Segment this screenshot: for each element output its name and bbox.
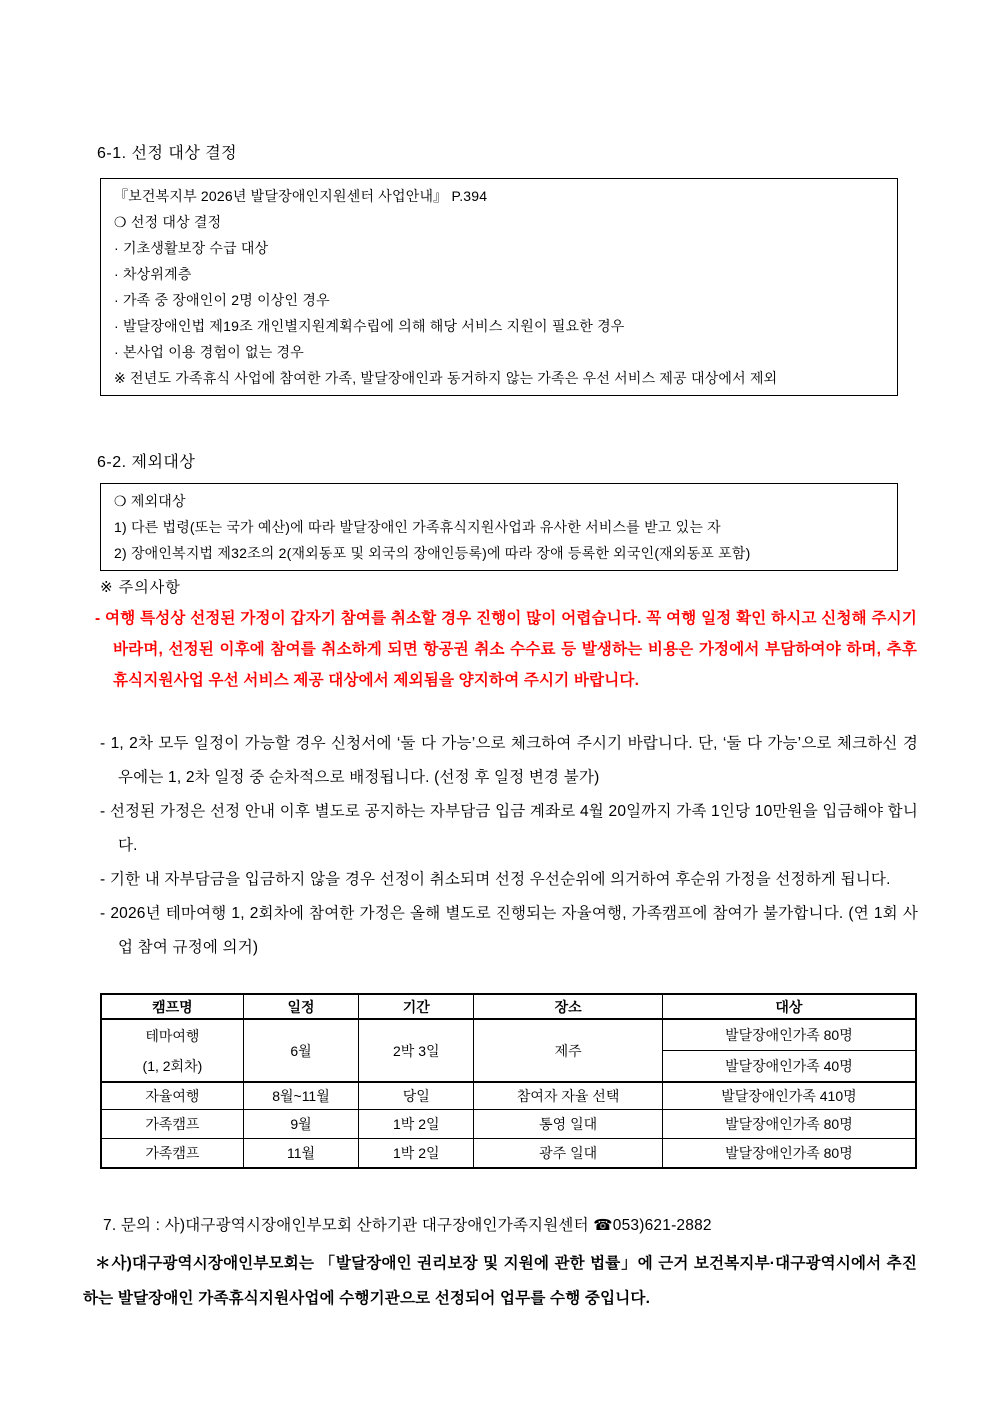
target-cell: 발달장애인가족 410명 (662, 1082, 916, 1110)
table-row-family-camp-2 (101, 1139, 916, 1169)
duration-cell: 1박 2일 (359, 1110, 474, 1139)
schedule-cell: 6월 (243, 1019, 358, 1082)
col-header-place: 장소 (474, 994, 662, 1019)
criteria-item: · 본사업 이용 경험이 없는 경우 (114, 344, 304, 360)
camp-name-line: (1, 2회차) (142, 1057, 203, 1074)
table-row-free-trip (101, 1082, 916, 1110)
guideline-reference: 『보건복지부 2026년 발달장애인지원센터 사업안내』 P.394 (114, 188, 488, 204)
selection-criteria-box (100, 178, 898, 396)
contact-line (103, 1213, 712, 1235)
place-cell: 참여자 자율 선택 (474, 1082, 662, 1110)
exclusion-box (100, 483, 898, 571)
camp-name-cell: 가족캠프 (101, 1110, 243, 1139)
target-cell: 발달장애인가족 80명 (662, 1139, 916, 1169)
notice-heading: ※ 주의사항 (100, 579, 181, 596)
section-6-2-title: 6-2. 제외대상 (97, 454, 196, 471)
notice-item: - 1, 2차 모두 일정이 가능할 경우 신청서에 ‘둘 다 가능’으로 체크하여 주시기 바랍니다. 단, ‘둘 다 가능’으로 체크하신 경우에는 1, 2차 일정 중 순차적으로 배정됩니다. (선정 후 일정 변경 불가) (100, 735, 918, 786)
duration-cell: 2박 3일 (359, 1019, 474, 1082)
target-cell: 발달장애인가족 80명 (662, 1110, 916, 1139)
exclusion-item: 1) 다른 법령(또는 국가 예산)에 따라 발달장애인 가족휴식지원사업과 유사한 서비스를 받고 있는 자 (114, 519, 721, 535)
criteria-item: · 차상위계층 (114, 266, 192, 282)
camp-name-cell (101, 1019, 243, 1082)
notice-item: - 선정된 가정은 선정 안내 이후 별도로 공지하는 자부담금 입금 계좌로 4월 20일까지 가족 1인당 10만원을 입금해야 합니다. (100, 803, 918, 854)
table-row-theme-trip (101, 1019, 916, 1051)
notice-item: - 기한 내 자부담금을 입금하지 않을 경우 선정이 취소되며 선정 우선순위에 의거하여 후순위 가정을 선정하게 됩니다. (100, 871, 891, 888)
place-cell: 통영 일대 (474, 1110, 662, 1139)
schedule-cell: 11월 (243, 1139, 358, 1169)
place-cell: 제주 (474, 1019, 662, 1082)
phone-icon: ☎ (593, 1217, 613, 1234)
camp-name-line: 테마여행 (145, 1027, 200, 1044)
cancellation-warning: - 여행 특성상 선정된 가정이 갑자기 참여를 취소할 경우 진행이 많이 어렵습니다. 꼭 여행 일정 확인 하시고 신청해 주시기 바라며, 선정된 이후에 참여를 취소하게 되면 항공권 취소 수수료 등 발생하는 비용은 가정에서 부담하여야 하며, 추후 휴식지원사업 우선 서비스 제공 대상에서 제외됨을 양지하여 주시기 바랍니다. (95, 610, 917, 689)
exclusion-heading: ❍ 제외대상 (114, 493, 186, 509)
place-cell: 광주 일대 (474, 1139, 662, 1169)
notice-list (100, 727, 918, 965)
exclusion-item: 2) 장애인복지법 제32조의 2(재외동포 및 외국의 장애인등록)에 따라 장애 등록한 외국인(재외동포 포함) (114, 545, 751, 561)
criteria-item: · 발달장애인법 제19조 개인별지원계획수립에 의해 해당 서비스 지원이 필요한 경우 (114, 318, 625, 334)
selection-heading: ❍ 선정 대상 결정 (114, 214, 222, 230)
org-note: ＊사)대구광역시장애인부모회는 「발달장애인 권리보장 및 지원에 관한 법률」에 근거 보건복지부·대구광역시에서 추진하는 발달장애인 가족휴식지원사업에 수행기관으로 선정되어 업무를 수행 중입니다. (83, 1255, 917, 1307)
schedule-cell: 9월 (243, 1110, 358, 1139)
col-header-schedule: 일정 (243, 994, 358, 1019)
duration-cell: 당일 (359, 1082, 474, 1110)
phone-number: 053)621-2882 (612, 1217, 712, 1234)
duration-cell: 1박 2일 (359, 1139, 474, 1169)
col-header-camp-name: 캠프명 (101, 994, 243, 1019)
contact-text: 7. 문의 : 사)대구광역시장애인부모회 산하기관 대구장애인가족지원센터 (103, 1217, 594, 1234)
section-6-1-title: 6-1. 선정 대상 결정 (97, 145, 238, 162)
target-cell: 발달장애인가족 80명 (662, 1019, 916, 1051)
col-header-duration: 기간 (359, 994, 474, 1019)
schedule-cell: 8월~11월 (243, 1082, 358, 1110)
notice-item: - 2026년 테마여행 1, 2회차에 참여한 가정은 올해 별도로 진행되는 자율여행, 가족캠프에 참여가 불가합니다. (연 1회 사업 참여 규정에 의거) (100, 905, 918, 956)
target-cell: 발달장애인가족 40명 (662, 1051, 916, 1083)
criteria-item: · 가족 중 장애인이 2명 이상인 경우 (114, 292, 330, 308)
camp-name-cell: 자율여행 (101, 1082, 243, 1110)
criteria-item: · 기초생활보장 수급 대상 (114, 240, 269, 256)
camp-table (100, 993, 917, 1169)
criteria-note: ※ 전년도 가족휴식 사업에 참여한 가족, 발달장애인과 동거하지 않는 가족은 우선 서비스 제공 대상에서 제외 (114, 370, 778, 386)
table-row-family-camp-1 (101, 1110, 916, 1139)
camp-name-cell: 가족캠프 (101, 1139, 243, 1169)
table-header-row (101, 994, 916, 1019)
col-header-target: 대상 (662, 994, 916, 1019)
